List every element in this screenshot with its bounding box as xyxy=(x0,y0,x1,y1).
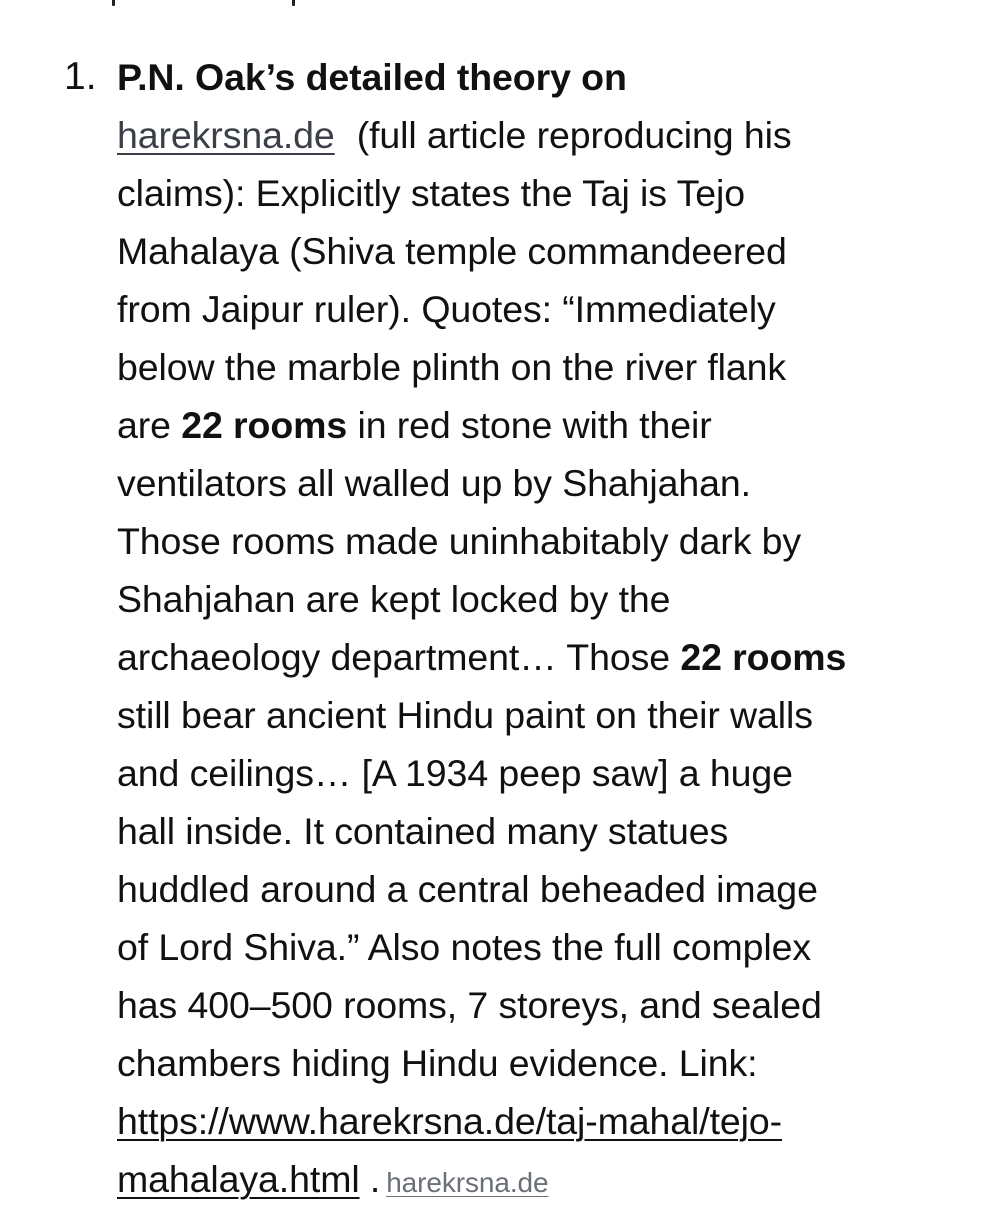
text-line: Shahjahan are kept locked by the xyxy=(117,578,671,620)
text-line-rooms xyxy=(117,396,977,454)
text-line: ventilators all walled up by Shahjahan. xyxy=(117,462,752,504)
clipped-glyph xyxy=(292,0,295,6)
text-line: below the marble plinth on the river flank xyxy=(117,346,787,388)
article-url-link[interactable]: https://www.harekrsna.de/taj-mahal/tejo- xyxy=(117,1100,783,1142)
list-item-body xyxy=(117,48,977,1208)
text-line: still bear ancient Hindu paint on their walls xyxy=(117,694,813,736)
url-line-1 xyxy=(117,1092,977,1150)
item-title: P.N. Oak’s detailed theory on xyxy=(117,56,627,98)
text-line: Mahalaya (Shiva temple commandeered xyxy=(117,230,787,272)
text-line: Those rooms made uninhabitably dark by xyxy=(117,520,802,562)
site-line xyxy=(117,106,977,164)
text-line: hall inside. It contained many statues xyxy=(117,810,729,852)
text-line: chambers hiding Hindu evidence. Link: xyxy=(117,1042,758,1084)
clipped-glyph xyxy=(112,0,115,6)
text-fragment: archaeology department… Those xyxy=(117,636,681,678)
bold-phrase: 22 rooms xyxy=(181,404,348,446)
text-fragment: in red stone with their xyxy=(347,404,712,446)
url-line-2 xyxy=(117,1150,977,1208)
source-chip-link[interactable]: harekrsna.de xyxy=(386,1167,549,1198)
text-line: huddled around a central beheaded image xyxy=(117,868,818,910)
article-url-link-continued[interactable]: mahalaya.html xyxy=(117,1158,360,1200)
text-line: claims): Explicitly states the Taj is Tejo xyxy=(117,172,745,214)
bold-phrase: 22 rooms xyxy=(680,636,847,678)
trailing-period: . xyxy=(359,1158,381,1200)
site-link[interactable]: harekrsna.de xyxy=(117,114,335,156)
previous-content-clip xyxy=(100,0,340,10)
text-line: has 400–500 rooms, 7 storeys, and sealed xyxy=(117,984,822,1026)
text-line: from Jaipur ruler). Quotes: “Immediately xyxy=(117,288,776,330)
text-line: of Lord Shiva.” Also notes the full complex xyxy=(117,926,811,968)
text-fragment: are xyxy=(117,404,182,446)
site-line-text: (full article reproducing his xyxy=(356,114,792,156)
text-line: and ceilings… [A 1934 peep saw] a huge xyxy=(117,752,793,794)
text-line-rooms-2 xyxy=(117,628,977,686)
list-number: 1. xyxy=(64,55,97,98)
